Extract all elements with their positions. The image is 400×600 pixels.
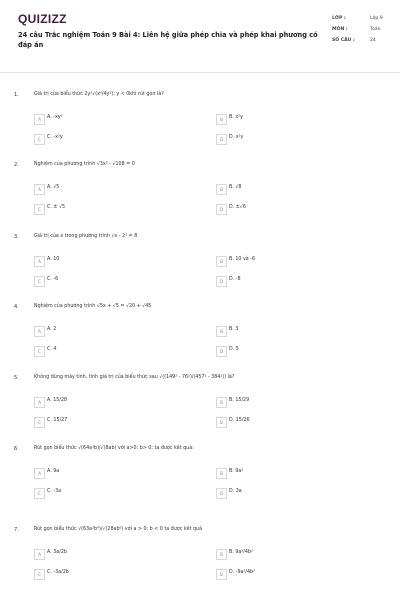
option-text: A. 3a/2b <box>47 550 67 555</box>
answer-option[interactable] <box>216 114 386 126</box>
answer-option[interactable] <box>34 549 204 561</box>
option-text: C. 4 <box>47 347 57 352</box>
option-letter-box: D <box>216 346 227 357</box>
question-number: 1. <box>14 92 19 98</box>
question-text: Không dùng máy tính, tính giá trị của biểu thức sau √((149² - 76²)/(457² - 384²)) là? <box>34 375 235 380</box>
answer-option[interactable] <box>34 184 204 196</box>
option-letter-box: A <box>34 256 45 267</box>
meta-row-subject <box>332 27 388 32</box>
answer-option[interactable] <box>34 114 204 126</box>
question-number: 7. <box>14 527 19 533</box>
option-letter-box: A <box>34 114 45 125</box>
question-number: 5. <box>14 375 19 381</box>
option-text: B. 15/29 <box>229 398 250 403</box>
answer-option[interactable] <box>216 134 386 146</box>
option-letter-box: C <box>34 346 45 357</box>
option-letter-box: D <box>216 134 227 145</box>
option-text: A. 15/28 <box>47 398 68 403</box>
answer-option[interactable] <box>34 204 204 216</box>
question-number: 6. <box>14 446 19 452</box>
option-text: B. √8 <box>229 185 242 190</box>
answer-option[interactable] <box>34 488 204 500</box>
answer-option[interactable] <box>216 326 386 338</box>
option-letter-box: D <box>216 488 227 499</box>
answer-option[interactable] <box>34 397 204 409</box>
question-number: 4. <box>14 304 19 310</box>
option-text: D. x²y <box>229 135 244 140</box>
option-letter-box: D <box>216 569 227 580</box>
option-letter-box: C <box>34 276 45 287</box>
answer-option[interactable] <box>34 417 204 429</box>
option-letter-box: A <box>34 184 45 195</box>
option-text: C. -6 <box>47 277 59 282</box>
answer-option[interactable] <box>34 569 204 581</box>
meta-key: SỐ CÂU : <box>332 38 355 43</box>
option-letter-box: C <box>34 134 45 145</box>
option-letter-box: B <box>216 397 227 408</box>
option-text: C. -3a/2b <box>47 570 69 575</box>
question-text: Giá trị của x trong phương trình √x - 2² = 8 <box>34 234 138 239</box>
question-text: Rút gọn biểu thức √(64a³b)/√(8ab) với a>0; b> 0; ta được kết quả: <box>34 446 194 451</box>
option-text: D. 3a <box>229 489 242 494</box>
option-text: C. -3a <box>47 489 62 494</box>
option-text: C. -x²y <box>47 135 63 140</box>
option-letter-box: A <box>34 397 45 408</box>
meta-value: Toán <box>370 27 381 32</box>
answer-option[interactable] <box>34 468 204 480</box>
answer-option[interactable] <box>216 468 386 480</box>
meta-panel <box>332 16 388 49</box>
answer-option[interactable] <box>34 276 204 288</box>
option-letter-box: B <box>216 549 227 560</box>
answer-option[interactable] <box>216 417 386 429</box>
option-text: D. -8 <box>229 277 241 282</box>
answer-option[interactable] <box>34 346 204 358</box>
answer-option[interactable] <box>216 569 386 581</box>
page-title: 24 câu Trắc nghiệm Toán 9 Bài 4: Liên hệ giữa phép chia và phép khai phương có đáp án <box>18 31 318 49</box>
option-text: A. 10 <box>47 257 60 262</box>
option-text: B. 10 và -6 <box>229 257 256 262</box>
option-text: C. ± √5 <box>47 205 66 210</box>
meta-key: LỚP : <box>332 16 346 21</box>
option-letter-box: D <box>216 204 227 215</box>
answer-option[interactable] <box>34 326 204 338</box>
option-letter-box: D <box>216 417 227 428</box>
option-text: B. 9a²/4b² <box>229 550 253 555</box>
answer-option[interactable] <box>216 488 386 500</box>
answer-option[interactable] <box>216 256 386 268</box>
option-letter-box: B <box>216 326 227 337</box>
option-text: A. 9a <box>47 469 60 474</box>
option-letter-box: B <box>216 184 227 195</box>
option-letter-box: D <box>216 276 227 287</box>
option-text: A. -xy² <box>47 115 63 120</box>
answer-option[interactable] <box>216 204 386 216</box>
option-letter-box: A <box>34 326 45 337</box>
meta-row-grade <box>332 16 388 21</box>
question-number: 3. <box>14 234 19 240</box>
answer-option[interactable] <box>216 397 386 409</box>
answer-option[interactable] <box>34 134 204 146</box>
answer-option[interactable] <box>216 276 386 288</box>
option-text: D. -9a²/4b² <box>229 570 256 575</box>
option-letter-box: C <box>34 488 45 499</box>
option-letter-box: C <box>34 417 45 428</box>
option-text: D. ±√6 <box>229 205 246 210</box>
question-text: Giá trị của biểu thức 2y²√(x⁴/4y²); y < 0khi rút gọn là? <box>34 92 164 97</box>
option-text: C. 15/27 <box>47 418 68 423</box>
option-letter-box: B <box>216 114 227 125</box>
option-letter-box: B <box>216 256 227 267</box>
question-number: 2. <box>14 162 19 168</box>
option-text: D. 15/26 <box>229 418 250 423</box>
question-text: Nghiệm của phương trình √3x² - √108 = 0 <box>34 162 135 167</box>
page-header <box>0 0 400 72</box>
answer-option[interactable] <box>216 346 386 358</box>
question-text: Nghiệm của phương trình √5x + √5 = √20 + √45 <box>34 304 152 309</box>
meta-key: MÔN : <box>332 27 348 32</box>
option-letter-box: A <box>34 549 45 560</box>
option-text: A. √5 <box>47 185 60 190</box>
meta-value: 24 <box>370 38 376 43</box>
option-letter-box: C <box>34 204 45 215</box>
option-letter-box: A <box>34 468 45 479</box>
answer-option[interactable] <box>34 256 204 268</box>
option-text: B. x²y <box>229 115 243 120</box>
answer-option[interactable] <box>216 184 386 196</box>
quizizz-logo: QUIZIZZ <box>18 12 67 26</box>
option-text: B. 3 <box>229 327 239 332</box>
option-letter-box: C <box>34 569 45 580</box>
option-text: A. 2 <box>47 327 57 332</box>
option-letter-box: B <box>216 468 227 479</box>
meta-value: Lớp 9 <box>370 16 383 21</box>
meta-row-question-count <box>332 38 388 43</box>
option-text: D. 5 <box>229 347 239 352</box>
option-text: B. 9a² <box>229 469 244 474</box>
header-divider <box>0 72 400 73</box>
question-text: Rút gọn biểu thức √(63a³b⁴)/√(28ab⁶) với a > 0; b < 0 ta được kết quả <box>34 527 203 532</box>
answer-option[interactable] <box>216 549 386 561</box>
